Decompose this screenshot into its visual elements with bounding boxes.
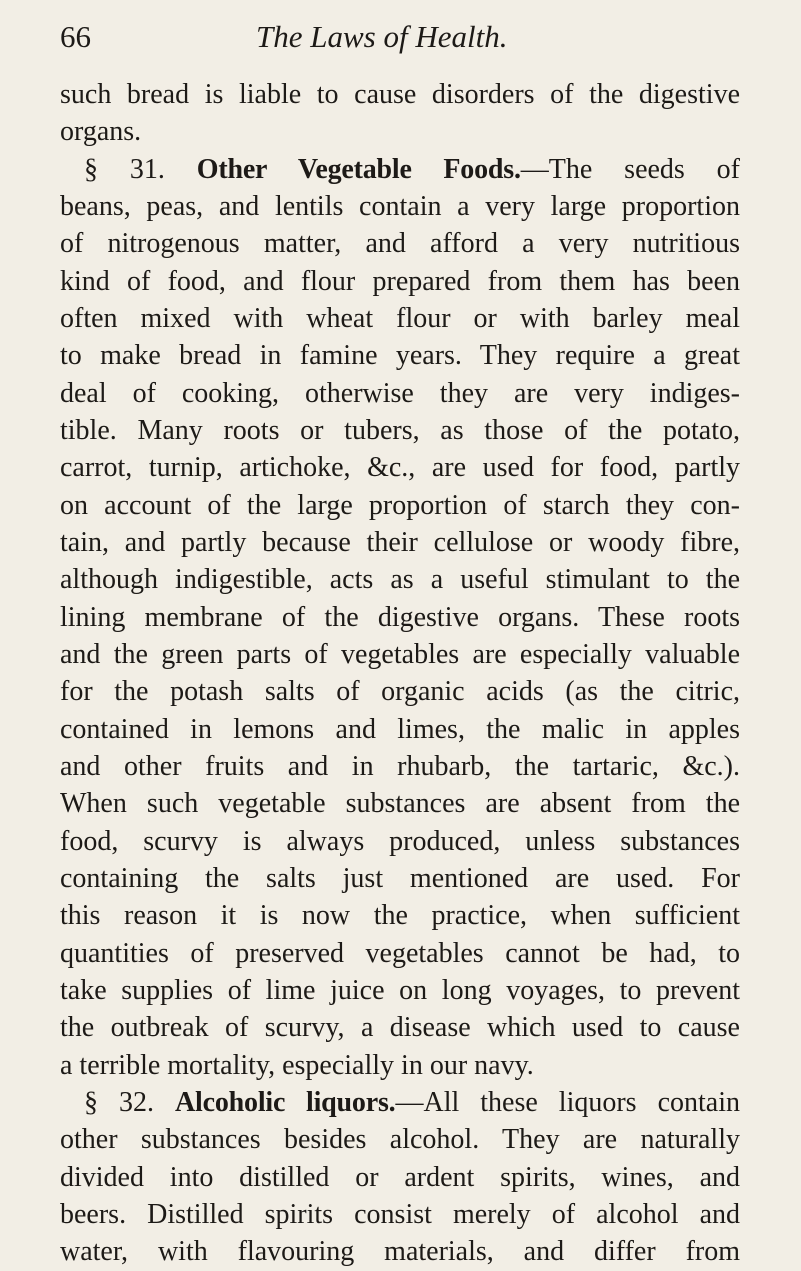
text-line: organs. <box>60 116 142 148</box>
text-line: quantities of preserved vegetables cannot be had, to <box>60 937 740 969</box>
text-line: lining membrane of the digestive organs. These roots <box>60 601 740 633</box>
text-line: on account of the large proportion of starch they con- <box>60 489 740 521</box>
text-line: tain, and partly because their cellulose or woody fibre, <box>60 526 740 558</box>
section-31-first-line <box>60 151 740 188</box>
page-header <box>60 14 760 60</box>
text-line: of nitrogenous matter, and afford a very nutritious <box>60 228 740 260</box>
text-line: deal of cooking, otherwise they are very indiges- <box>60 377 740 409</box>
text-line: food, scurvy is always produced, unless substances <box>60 825 740 857</box>
section-32-first-line <box>60 1084 740 1121</box>
text-line: When such vegetable substances are absent from the <box>60 788 740 820</box>
section-32-number: § 32. <box>84 1086 155 1118</box>
text-line: water, with flavouring materials, and differ from <box>60 1236 740 1268</box>
text-line: tible. Many roots or tubers, as those of the potato, <box>60 414 740 446</box>
text-line: divided into distilled or ardent spirits, wines, and <box>60 1161 740 1193</box>
text-line: kind of food, and flour prepared from them has been <box>60 265 740 297</box>
text-line: take supplies of lime juice on long voyages, to prevent <box>60 974 740 1006</box>
body-text <box>60 76 740 1271</box>
section-32-first-line-rest: —All these liquors contain <box>395 1086 741 1118</box>
text-line: the outbreak of scurvy, a disease which used to cause <box>60 1012 740 1044</box>
running-title: The Laws of Health. <box>256 19 508 54</box>
text-line: and other fruits and in rhubarb, the tartaric, &c.). <box>60 750 740 782</box>
section-32-title: Alcoholic liquors. <box>175 1086 396 1118</box>
text-line: to make bread in famine years. They require a great <box>60 340 740 372</box>
text-line: for the potash salts of organic acids (as the citric, <box>60 676 740 708</box>
text-line: beans, peas, and lentils contain a very large proportion <box>60 190 740 222</box>
text-line: although indigestible, acts as a useful stimulant to the <box>60 564 740 596</box>
text-line: often mixed with wheat flour or with barley meal <box>60 302 740 334</box>
text-line: other substances besides alcohol. They are naturally <box>60 1124 740 1156</box>
page-number: 66 <box>60 19 91 54</box>
section-31-first-line-rest: —The seeds of <box>520 153 741 185</box>
text-line: beers. Distilled spirits consist merely of alcohol and <box>60 1198 740 1230</box>
text-line: carrot, turnip, artichoke, &c., are used for food, partly <box>60 452 740 484</box>
text-line: and the green parts of vegetables are especially valuable <box>60 638 740 670</box>
text-line: containing the salts just mentioned are used. For <box>60 862 740 894</box>
section-31-number: § 31. <box>84 153 165 185</box>
section-31-title: Other Vegetable Foods. <box>196 153 521 185</box>
text-line: contained in lemons and limes, the malic in apples <box>60 713 740 745</box>
text-line: such bread is liable to cause disorders of the digestive <box>60 79 740 110</box>
text-line: a terrible mortality, especially in our navy. <box>60 1049 534 1081</box>
text-line: this reason it is now the practice, when sufficient <box>60 900 740 932</box>
